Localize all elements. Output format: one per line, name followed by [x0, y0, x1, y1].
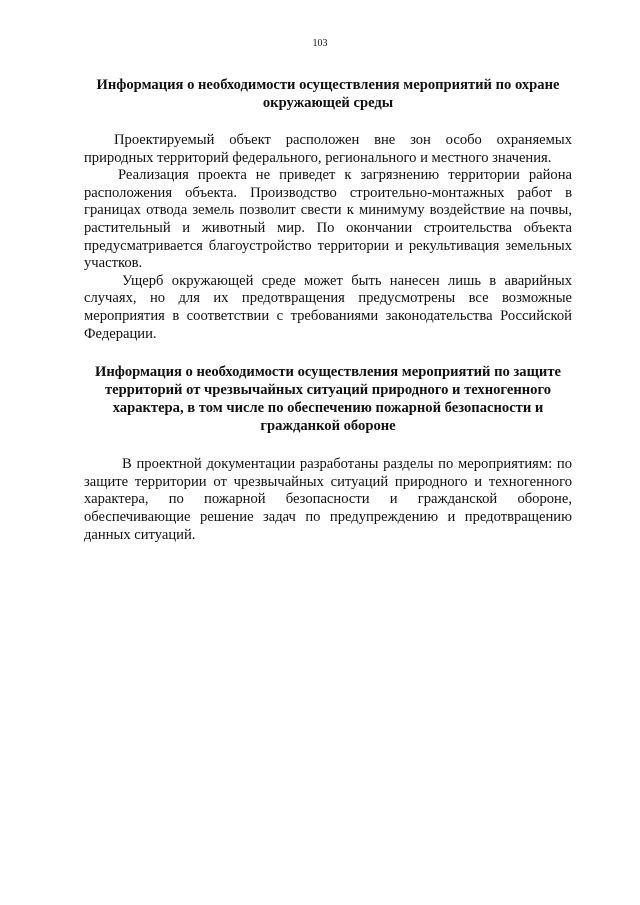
page-number: 103: [312, 38, 328, 49]
paragraph-damage-prevention: Ущерб окружающей среде может быть нанесен лишь в аварийных случаях, но для их предотвращения предусмотрены все возможные мероприятия в соответствии с требованиями законодательства Российской Федерации.: [84, 272, 572, 342]
paragraph-protected-areas: Проектируемый объект расположен вне зон особо охраняемых природных территорий федерального, регионального и местного значения.: [84, 132, 572, 166]
paragraph-project-impact: Реализация проекта не приведет к загрязнению территории района расположения объекта. Производство строительно-монтажных работ в границах отвода земель позволит свести к минимуму воздействие на почвы, растительный и животный мир. По окончании строительства объекта предусматривается благоустройство территории и рекультивация земельных участков.: [84, 167, 572, 272]
document-content: [84, 76, 572, 544]
section-heading-environment: Информация о необходимости осуществления мероприятий по охране окружающей среды: [96, 77, 560, 111]
spacer: [84, 435, 572, 456]
spacer: [84, 112, 572, 132]
paragraph-project-documentation: В проектной документации разработаны разделы по мероприятиям: по защите территории от чрезвычайных ситуаций природного и техногенного характера, по пожарной безопасности и гражданской обороне, обеспечивающие решение задач по предупреждению и предотвращению данных ситуаций.: [84, 456, 572, 543]
section-heading-emergency-protection: Информация о необходимости осуществления мероприятий по защите территорий от чрезвычайных ситуаций природного и техногенного характера, в том числе по обеспечению пожарной безопасности и гражданкой обороне: [95, 364, 561, 435]
spacer: [84, 343, 572, 363]
